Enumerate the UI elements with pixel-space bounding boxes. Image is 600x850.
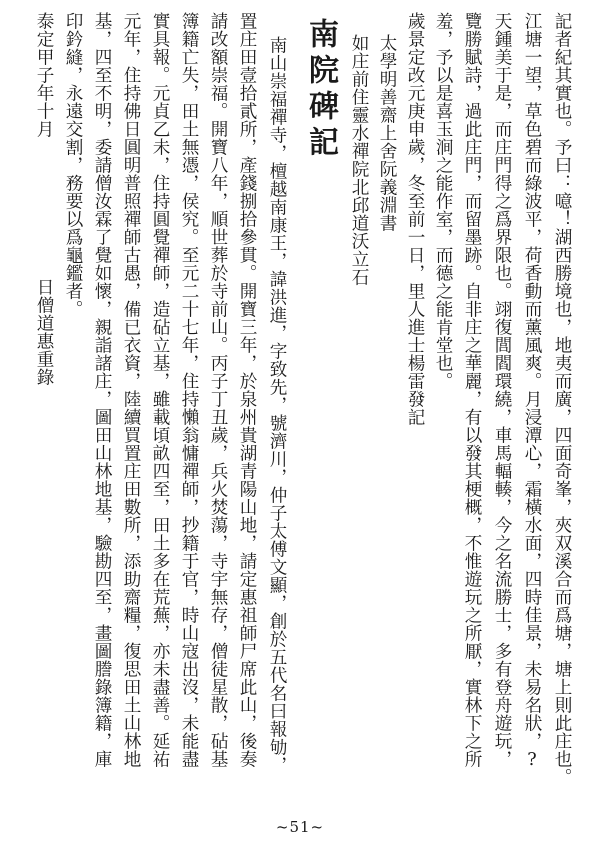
text-column: 簿籍亡失，田土無憑，侯究。至元二十七年，住持懶翁慵禪師，抄籍于官，時山寇出沒，未能盡 xyxy=(179,12,199,768)
article-title: 南院碑記 xyxy=(303,18,338,162)
text-column: 江塘一望，草色碧而綠波平，荷香動而薰風爽。月浸潭心，霜橫水面，四時佳景，未易名狀，? xyxy=(522,12,542,771)
text-column: 基，四至不明，委請僧汝霖了覺如懷，親詣諸庄，圖田山林地基，驗勘四至，畫圖謄錄簿籍，庫 xyxy=(92,12,112,768)
text-column: 天鍾美于是，而庄門得之爲界限也。翊復閭閻環繞，車馬輻輳，今之名流勝士，多有登舟遊玩， xyxy=(492,12,512,768)
text-column: 請改額崇福。開寶八年，順世葬於寺前山。丙子丁丑歲，兵火焚蕩，寺宇無存，僧徒星散，砧基 xyxy=(208,12,228,768)
colophon-date-line: 歲景定改元庚申歲，冬至前一日，里人進士楊雷發記 xyxy=(405,12,425,426)
stone-erector-line: 如庄前住靈水禪院北邱道沃立石 xyxy=(349,34,369,286)
calligrapher-line: 太學明善齋上舍阮義淵書 xyxy=(377,34,397,232)
text-column: 實具報。元貞乙未，住持圓覺禪師，造砧立基，雖載頃畝四至，田土多在荒蕪，亦未盡善。延祐 xyxy=(150,12,170,768)
article-recorder: 日僧道惠重錄 xyxy=(34,278,54,386)
text-column: 羞，予以是喜玉涧之能作室，而德之能肯堂也。 xyxy=(433,12,453,390)
text-column: 元年，住持佛日圓明普照禪師古愚，備已衣資，陸續買置庄田數所，添助齋糧，復思田土山林地 xyxy=(121,12,141,768)
text-column: 印鈐縫，永遠交割，務要以爲龜鑑者。 xyxy=(63,12,83,318)
page-number: ~51~ xyxy=(275,818,325,836)
text-column: 置庄田壹拾貳所，產錢捌拾參貫。開寶三年，於泉州貴湖青陽山地，請定惠祖師尸席此山，後奏 xyxy=(237,12,257,768)
text-column: 記者紀其實也。予曰：噫！湖西勝境也，地夷而廣，四面奇峯，夾双溪合而爲塘，塘上則此庄也。 xyxy=(552,12,572,786)
text-column: 覽勝賦詩，過此庄門，而留墨跡。自非庄之華麗，有以發其梗概，不惟遊玩之所厭，實林下之所 xyxy=(462,12,482,768)
text-column: 南山崇福禪寺，檀越南康王，諱洪進，字致先，號濟川，仲子太傅文顯，創於五代名曰報劬， xyxy=(267,36,287,774)
article-date: 泰定甲子年十月 xyxy=(34,12,54,138)
